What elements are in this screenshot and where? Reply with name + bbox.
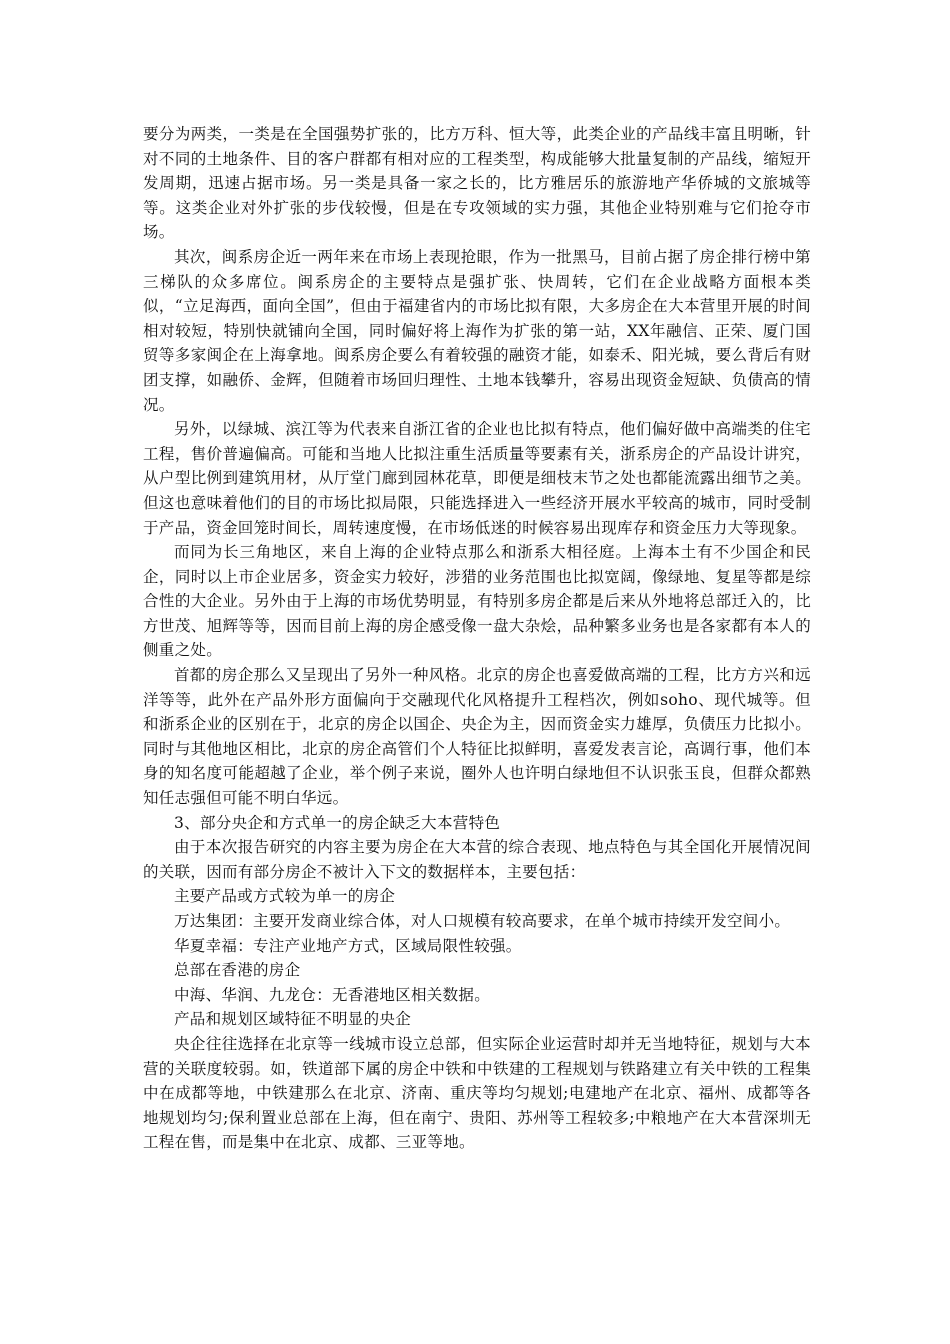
paragraph-shanghai-developers: 而同为长三角地区，来自上海的企业特点那么和浙系大相径庭。上海本土有不少国企和民企，同时以上市企业居多，资金实力较好，涉猎的业务范围也比拟宽阔，像绿地、复星等都是综合性的大企业。另外由于上海的市场优势明显，有特别多房企都是后来从外地将总部迁入的，比方世茂、旭辉等等，因而目前上海的房企感受像一盘大杂烩，品种繁多业务也是各家都有本人的侧重之处。 — [143, 543, 811, 660]
paragraph-sample-exclusion: 由于本次报告研究的内容主要为房企在大本营的综合表现、地点特色与其全国化开展情况间的关联，因而有部分房企不被计入下文的数据样本，主要包括： — [143, 838, 811, 881]
section-heading-3: 3、部分央企和方式单一的房企缺乏大本营特色 — [174, 813, 501, 832]
document-body — [143, 122, 811, 1155]
paragraph-zhejiang-developers: 另外，以绿城、滨江等为代表来自浙江省的企业也比拟有特点，他们偏好做中高端类的住宅工程，售价普遍偏高。可能和当地人比拟注重生活质量等要素有关，浙系房企的产品设计讲究，从户型比例到建筑用材，从厅堂门廊到园林花草，即便是细枝末节之处也都能流露出细节之美。但这也意味着他们的目的市场比拟局限，只能选择进入一些经济开展水平较高的城市，同时受制于产品，资金回笼时间长，周转速度慢，在市场低迷的时候容易出现库存和资金压力大等现象。 — [143, 420, 811, 537]
list-heading-central-soe: 产品和规划区域特征不明显的央企 — [174, 1010, 412, 1029]
paragraph-beijing-developers: 首都的房企那么又呈现出了另外一种风格。北京的房企也喜爱做高端的工程，比方方兴和远洋等等，此外在产品外形方面偏向于交融现代化风格提升工程档次，例如soho、现代城等。但和浙系企业的区别在于，北京的房企以国企、央企为主，因而资金实力雄厚，负债压力比拟小。同时与其他地区相比，北京的房企高管们个人特征比拟鲜明，喜爱发表言论，高调行事，他们本身的知名度可能超越了企业，举个例子来说，圈外人也许明白绿地但不认识张玉良，但群众都熟知任志强但可能不明白华远。 — [143, 666, 811, 808]
list-heading-single-product: 主要产品或方式较为单一的房企 — [174, 887, 396, 906]
paragraph-fujian-developers: 其次，闽系房企近一两年来在市场上表现抢眼，作为一批黑马，目前占据了房企排行榜中第三梯队的众多席位。闽系房企的主要特点是强扩张、快周转，它们在企业战略方面根本类似，“立足海西，面向全国”，但由于福建省内的市场比拟有限，大多房企在大本营里开展的时间相对较短，特别快就铺向全国，同时偏好将上海作为扩张的第一站，XX年融信、正荣、厦门国贸等多家闽企在上海拿地。闽系房企要么有着较强的融资才能，如泰禾、阳光城，要么背后有财团支撑，如融侨、金辉，但随着市场回归理性、土地本钱攀升，容易出现资金短缺、负债高的情况。 — [143, 247, 811, 414]
list-item-hongkong-firms: 中海、华润、九龙仓：无香港地区相关数据。 — [174, 985, 491, 1004]
paragraph-central-soe: 央企往往选择在北京等一线城市设立总部，但实际企业运营时却并无当地特征，规划与大本营的关联度较弱。如，铁道部下属的房企中铁和中铁建的工程规划与铁路建立有关中铁的工程集中在成都等地，中铁建那么在北京、济南、重庆等均匀规划;电建地产在北京、福州、成都等各地规划均匀;保利置业总部在上海，但在南宁、贵阳、苏州等工程较多;中粮地产在大本营深圳无工程在售，而是集中在北京、成都、三亚等地。 — [143, 1034, 811, 1152]
list-item-huaxia: 华夏幸福：专注产业地产方式，区域局限性较强。 — [174, 936, 522, 955]
list-heading-hongkong: 总部在香港的房企 — [174, 961, 301, 980]
paragraph-continuation: 要分为两类，一类是在全国强势扩张的，比方万科、恒大等，此类企业的产品线丰富且明晰，针对不同的土地条件、目的客户群都有相对应的工程类型，构成能够大批量复制的产品线，缩短开发周期，迅速占据市场。另一类是具备一家之长的，比方雅居乐的旅游地产华侨城的文旅城等等。这类企业对外扩张的步伐较慢，但是在专攻领域的实力强，其他企业特别难与它们抢夺市场。 — [143, 125, 811, 242]
list-item-wanda: 万达集团：主要开发商业综合体，对人口规模有较高要求，在单个城市持续开发空间小。 — [174, 912, 791, 930]
